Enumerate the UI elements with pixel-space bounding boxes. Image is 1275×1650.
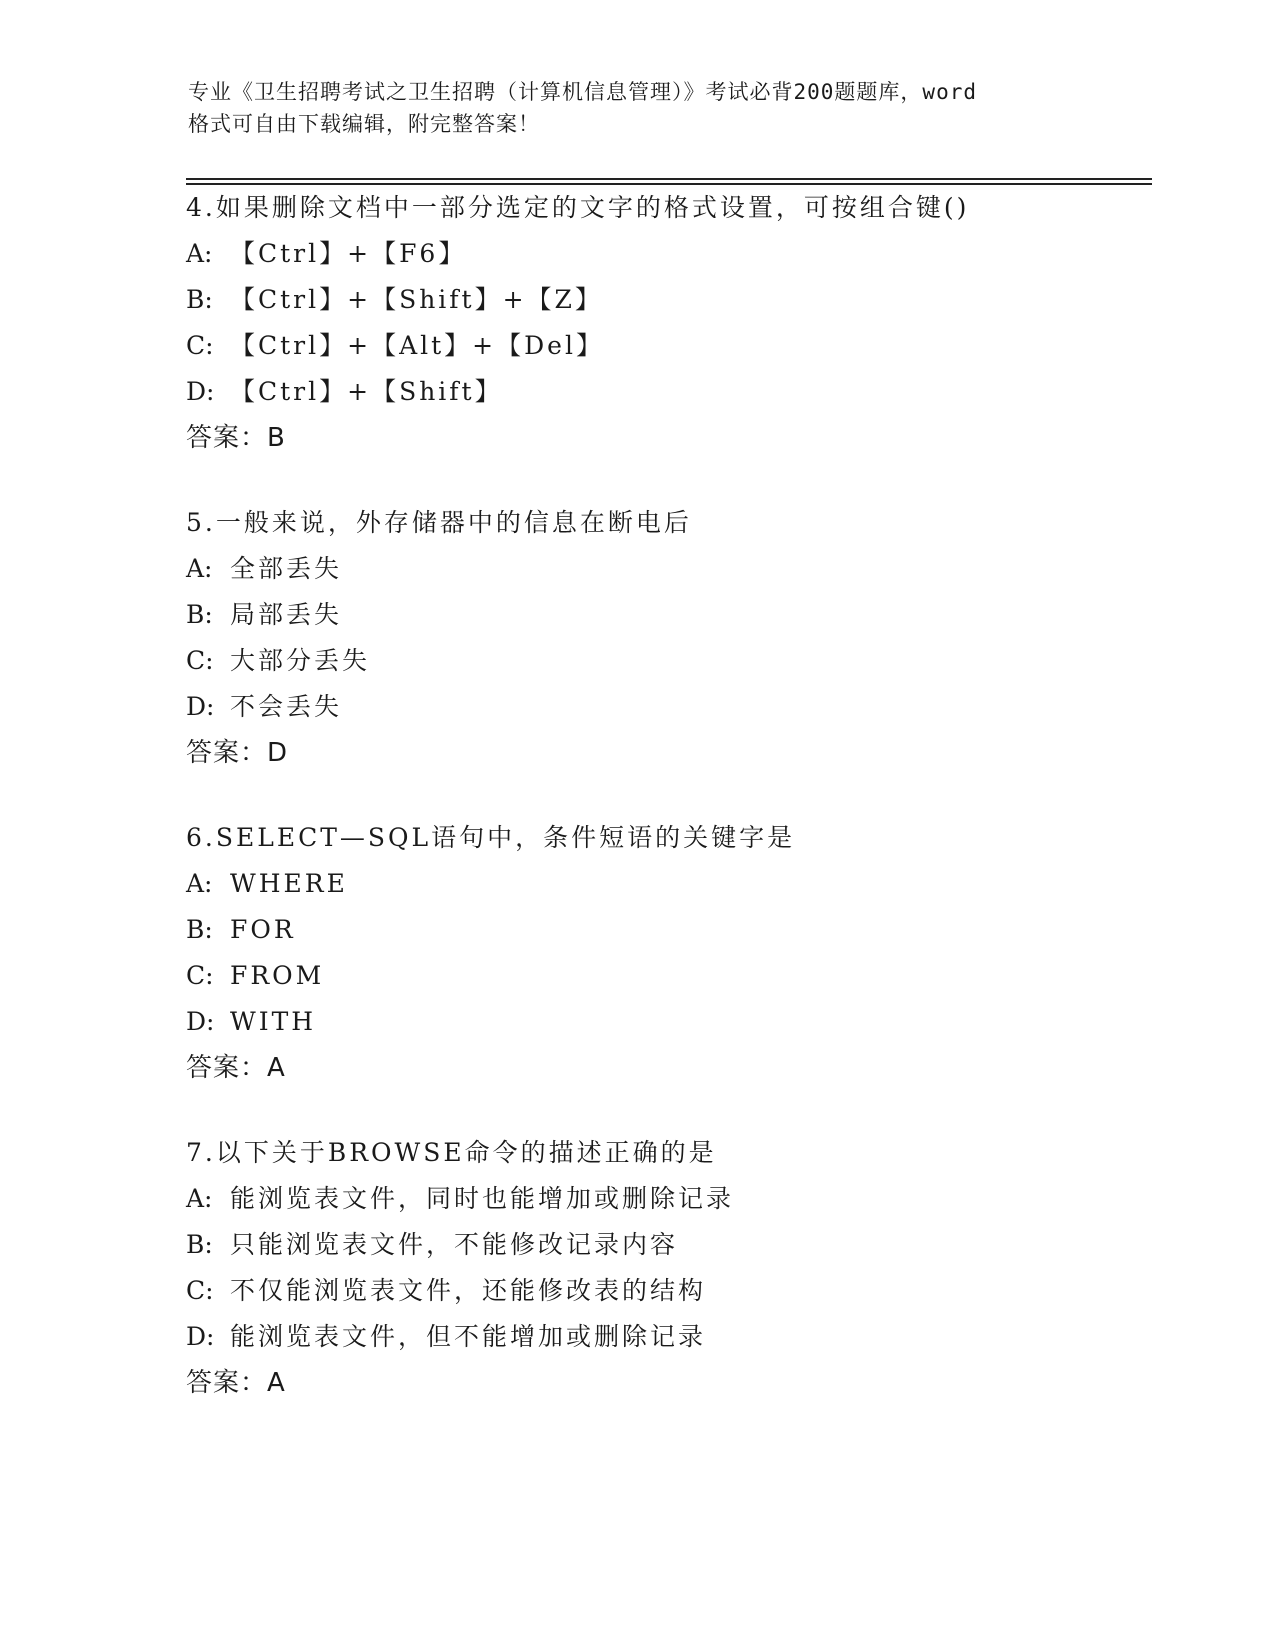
option-text: 【Ctrl】+【Shift】 <box>230 377 503 406</box>
option-text: 不会丢失 <box>230 692 343 721</box>
question-4 <box>186 185 1146 461</box>
option-c <box>186 323 1146 369</box>
option-letter: C: <box>186 331 214 360</box>
option-c <box>186 638 1146 684</box>
option-text: FROM <box>230 961 325 990</box>
option-letter: B: <box>186 915 213 944</box>
header-divider-top <box>186 178 1152 180</box>
answer: 答案：A <box>186 1053 286 1083</box>
option-c <box>186 1268 1146 1314</box>
option-d <box>186 684 1146 730</box>
option-b <box>186 907 1146 953</box>
option-letter: A: <box>186 239 213 268</box>
option-a <box>186 546 1146 592</box>
option-letter: B: <box>186 1230 213 1259</box>
question-stem: 4.如果删除文档中一部分选定的文字的格式设置，可按组合键() <box>186 193 970 222</box>
question-7 <box>186 1130 1146 1406</box>
option-d <box>186 1314 1146 1360</box>
option-text: 只能浏览表文件，不能修改记录内容 <box>230 1230 679 1259</box>
option-letter: D: <box>186 1322 215 1351</box>
option-text: 【Ctrl】+【Shift】+【Z】 <box>230 285 603 314</box>
option-b <box>186 1222 1146 1268</box>
option-text: 能浏览表文件，同时也能增加或删除记录 <box>230 1184 735 1213</box>
option-b <box>186 592 1146 638</box>
option-text: WHERE <box>230 869 348 898</box>
answer: 答案：D <box>186 738 289 768</box>
option-c <box>186 953 1146 999</box>
option-d <box>186 999 1146 1045</box>
answer: 答案：B <box>186 423 286 453</box>
question-stem: 7.以下关于BROWSE命令的描述正确的是 <box>186 1138 717 1167</box>
header-line-2: 格式可自由下载编辑，附完整答案！ <box>188 112 540 136</box>
option-letter: A: <box>186 1184 213 1213</box>
option-letter: C: <box>186 961 214 990</box>
option-text: 大部分丢失 <box>230 646 371 675</box>
option-text: 【Ctrl】+【Alt】+【Del】 <box>230 331 604 360</box>
option-letter: B: <box>186 285 213 314</box>
option-letter: D: <box>186 377 215 406</box>
option-letter: D: <box>186 692 215 721</box>
option-b <box>186 277 1146 323</box>
option-a <box>186 861 1146 907</box>
option-letter: C: <box>186 1276 214 1305</box>
option-text: 能浏览表文件，但不能增加或删除记录 <box>230 1322 707 1351</box>
option-a <box>186 1176 1146 1222</box>
answer: 答案：A <box>186 1368 286 1398</box>
option-letter: D: <box>186 1007 215 1036</box>
document-header <box>188 76 1088 140</box>
option-text: 局部丢失 <box>230 600 343 629</box>
question-stem: 6.SELECT—SQL语句中，条件短语的关键字是 <box>186 823 796 852</box>
question-stem: 5.一般来说，外存储器中的信息在断电后 <box>186 508 692 537</box>
option-letter: B: <box>186 600 213 629</box>
option-d <box>186 369 1146 415</box>
option-text: 不仅能浏览表文件，还能修改表的结构 <box>230 1276 707 1305</box>
option-text: WITH <box>230 1007 317 1036</box>
option-a <box>186 231 1146 277</box>
option-letter: A: <box>186 869 213 898</box>
question-6 <box>186 815 1146 1091</box>
option-text: FOR <box>230 915 296 944</box>
option-text: 全部丢失 <box>230 554 343 583</box>
header-line-1: 专业《卫生招聘考试之卫生招聘（计算机信息管理）》考试必背200题题库，word <box>188 80 977 104</box>
option-letter: C: <box>186 646 214 675</box>
option-text: 【Ctrl】+【F6】 <box>230 239 467 268</box>
question-5 <box>186 500 1146 776</box>
option-letter: A: <box>186 554 213 583</box>
